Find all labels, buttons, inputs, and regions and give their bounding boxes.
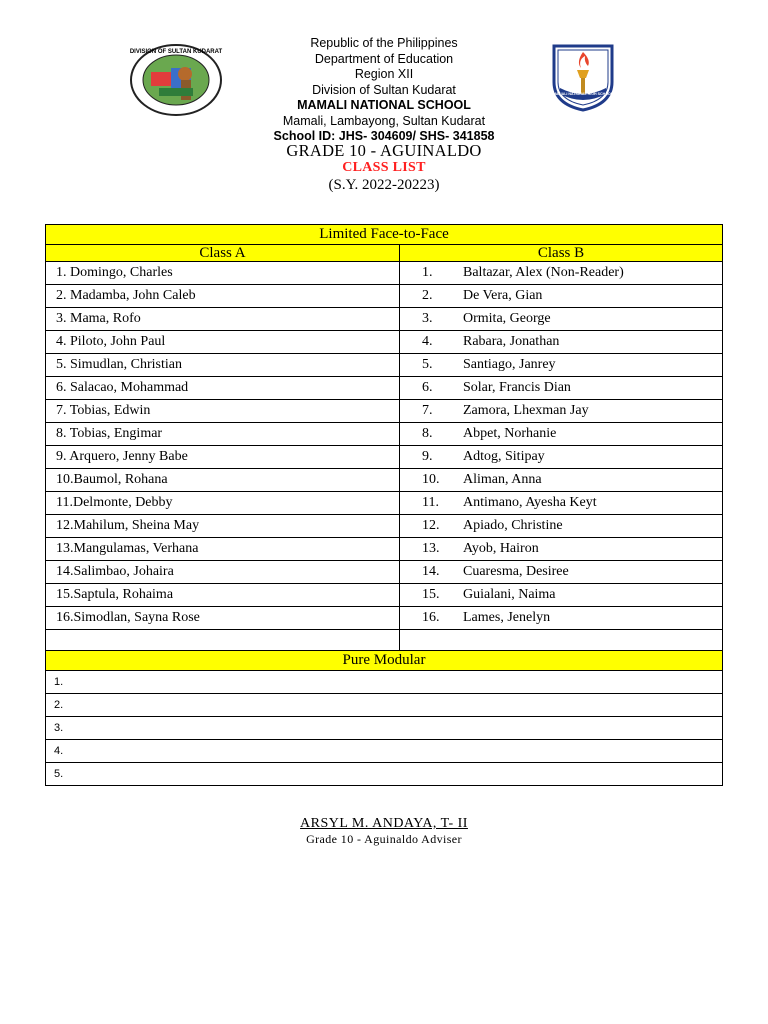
- table-row: [46, 354, 723, 377]
- modular-row: [46, 740, 723, 763]
- class-a-student: 9. Arquero, Jenny Babe: [46, 446, 400, 469]
- class-a-student: 16.Simodlan, Sayna Rose: [46, 607, 400, 630]
- adviser-title: Grade 10 - Aguinaldo Adviser: [306, 832, 462, 846]
- class-b-student: [400, 400, 723, 423]
- class-b-student: [400, 538, 723, 561]
- table-row: [46, 331, 723, 354]
- table-row: [46, 285, 723, 308]
- class-b-number: 14.: [422, 564, 440, 579]
- class-b-name: Santiago, Janrey: [463, 357, 556, 372]
- class-a-student: 1. Domingo, Charles: [46, 262, 400, 285]
- table-row: [46, 400, 723, 423]
- class-b-number: 8.: [422, 426, 433, 441]
- document-titles: [0, 142, 768, 194]
- class-a-student: 12.Mahilum, Sheina May: [46, 515, 400, 538]
- class-b-header: Class B: [400, 245, 723, 262]
- class-b-student: [400, 262, 723, 285]
- class-b-number: 16.: [422, 610, 440, 625]
- f2f-section-header: Limited Face-to-Face: [46, 225, 723, 245]
- class-b-name: Abpet, Norhanie: [463, 426, 557, 441]
- class-b-number: 5.: [422, 357, 433, 372]
- class-b-number: 3.: [422, 311, 433, 326]
- class-b-number: 7.: [422, 403, 433, 418]
- table-row: [46, 446, 723, 469]
- table-row: [46, 377, 723, 400]
- class-b-student: [400, 515, 723, 538]
- modular-row: [46, 763, 723, 786]
- class-b-name: Apiado, Christine: [463, 518, 563, 533]
- class-a-student: 13.Mangulamas, Verhana: [46, 538, 400, 561]
- class-b-student: [400, 354, 723, 377]
- class-a-student: 10.Baumol, Rohana: [46, 469, 400, 492]
- class-b-student: [400, 584, 723, 607]
- modular-cell: 1.: [46, 671, 723, 694]
- header-line-republic: Republic of the Philippines: [310, 36, 458, 50]
- table-row: [46, 308, 723, 331]
- empty-cell: [400, 630, 723, 651]
- header-line-deped: Department of Education: [314, 51, 454, 66]
- class-b-name: Guialani, Naima: [463, 587, 556, 602]
- class-a-student: 2. Madamba, John Caleb: [46, 285, 400, 308]
- table-row: [46, 561, 723, 584]
- class-b-number: 9.: [422, 449, 433, 464]
- svg-text:DIVISION OF SULTAN KUDARAT: DIVISION OF SULTAN KUDARAT: [129, 49, 223, 55]
- table-row: [46, 538, 723, 561]
- class-b-name: De Vera, Gian: [463, 288, 543, 303]
- school-year: (S.Y. 2022-20223): [328, 177, 440, 193]
- class-a-student: 7. Tobias, Edwin: [46, 400, 400, 423]
- grade-title: GRADE 10 - AGUINALDO: [286, 141, 482, 160]
- modular-row: [46, 717, 723, 740]
- class-b-name: Baltazar, Alex (Non-Reader): [463, 265, 624, 280]
- class-a-student: 4. Piloto, John Paul: [46, 331, 400, 354]
- table-row: [46, 607, 723, 630]
- class-b-name: Cuaresma, Desiree: [463, 564, 569, 579]
- class-b-number: 1.: [422, 265, 433, 280]
- class-a-student: 3. Mama, Rofo: [46, 308, 400, 331]
- class-b-name: Solar, Francis Dian: [463, 380, 571, 395]
- class-b-name: Antimano, Ayesha Keyt: [463, 495, 597, 510]
- class-b-name: Zamora, Lhexman Jay: [463, 403, 589, 418]
- class-a-student: 5. Simudlan, Christian: [46, 354, 400, 377]
- modular-section-header: Pure Modular: [46, 651, 723, 671]
- class-list-title: CLASS LIST: [342, 160, 426, 175]
- modular-row: [46, 671, 723, 694]
- class-b-student: [400, 446, 723, 469]
- class-b-student: [400, 469, 723, 492]
- table-row: [46, 584, 723, 607]
- class-b-student: [400, 607, 723, 630]
- class-b-number: 2.: [422, 288, 433, 303]
- signature-block: [0, 816, 768, 846]
- class-b-student: [400, 377, 723, 400]
- header-line-region: Region XII: [354, 67, 414, 81]
- class-b-student: [400, 561, 723, 584]
- class-b-student: [400, 423, 723, 446]
- class-b-name: Ormita, George: [463, 311, 551, 326]
- table-row: [46, 423, 723, 446]
- class-b-student: [400, 308, 723, 331]
- class-b-name: Ayob, Hairon: [463, 541, 539, 556]
- class-b-name: Lames, Jenelyn: [463, 610, 551, 625]
- letterhead: [0, 36, 768, 145]
- header-line-division: Division of Sultan Kudarat: [312, 82, 456, 97]
- adviser-name: ARSYL M. ANDAYA, T- II: [300, 816, 468, 831]
- modular-cell: 4.: [46, 740, 723, 763]
- school-id: School ID: JHS- 304609/ SHS- 341858: [273, 129, 495, 143]
- table-row: [46, 515, 723, 538]
- class-a-student: 11.Delmonte, Debby: [46, 492, 400, 515]
- class-b-name: Adtog, Sitipay: [463, 449, 545, 464]
- class-b-number: 4.: [422, 334, 433, 349]
- class-a-student: 15.Saptula, Rohaima: [46, 584, 400, 607]
- class-a-student: 6. Salacao, Mohammad: [46, 377, 400, 400]
- class-b-student: [400, 331, 723, 354]
- class-a-student: 8. Tobias, Engimar: [46, 423, 400, 446]
- class-b-number: 12.: [422, 518, 440, 533]
- class-list-table: [45, 224, 723, 786]
- table-row: [46, 469, 723, 492]
- class-b-number: 6.: [422, 380, 433, 395]
- class-b-name: Aliman, Anna: [463, 472, 542, 487]
- table-row: [46, 262, 723, 285]
- school-address: Mamali, Lambayong, Sultan Kudarat: [282, 113, 486, 128]
- table-row: [46, 492, 723, 515]
- class-b-number: 13.: [422, 541, 440, 556]
- modular-cell: 5.: [46, 763, 723, 786]
- class-a-student: 14.Salimbao, Johaira: [46, 561, 400, 584]
- class-b-student: [400, 285, 723, 308]
- class-a-header: Class A: [46, 245, 400, 262]
- modular-cell: 3.: [46, 717, 723, 740]
- class-b-number: 11.: [422, 495, 439, 510]
- class-b-student: [400, 492, 723, 515]
- modular-row: [46, 694, 723, 717]
- modular-cell: 2.: [46, 694, 723, 717]
- svg-text:MAMALI NATIONAL HIGH SCHOOL: MAMALI NATIONAL HIGH SCHOOL: [553, 92, 613, 96]
- class-b-name: Rabara, Jonathan: [463, 334, 560, 349]
- class-b-number: 15.: [422, 587, 440, 602]
- class-b-number: 10.: [422, 472, 440, 487]
- empty-cell: [46, 630, 400, 651]
- school-name: MAMALI NATIONAL SCHOOL: [297, 98, 471, 112]
